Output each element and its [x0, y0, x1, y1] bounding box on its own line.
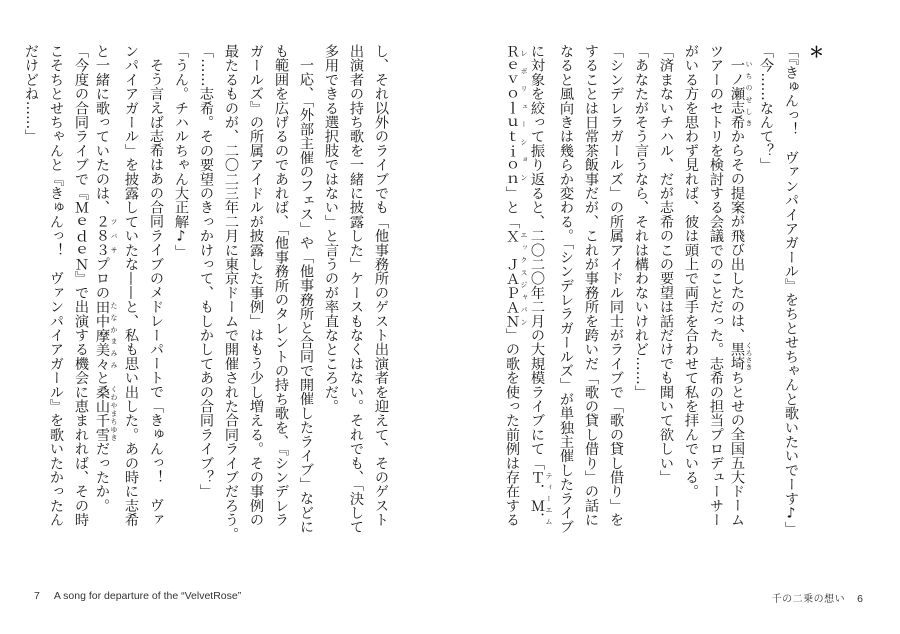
text-segment: と — [94, 370, 110, 385]
text-line: なると風向きは幾らか変わる。「シンデレラガールズ」が単独主催したライブ — [558, 44, 574, 534]
text-line — [728, 44, 753, 544]
text-line: 「『きゅんっ！ ヴァンパイアガール』をちとせちゃんと歌いたいでーす♪」 — [783, 44, 799, 536]
text-line: 「……志希。その要望のきっかけって、もしかしてあの合同ライブ？」 — [198, 44, 214, 499]
ruby-word — [504, 44, 528, 186]
running-title: 千の二乗の想い — [771, 594, 846, 605]
text-line: ンパイアガール」を披露していたな——と、私も思い出した。あの時に志希 — [123, 44, 139, 527]
scene-break-asterisk: ＊ — [807, 44, 825, 59]
ruby-word — [529, 470, 553, 527]
ruby-base: 田中摩美々 — [94, 299, 110, 371]
ruby-word — [94, 214, 118, 258]
ruby-word — [94, 384, 118, 442]
text-line: ツアーのセトリを検討する会議でのことだった。志希の担当プロデューサー — [708, 44, 724, 527]
page-number: 6 — [857, 593, 863, 605]
ruby-base: Ｔ．Ｍ． — [529, 470, 545, 527]
right-page — [503, 44, 828, 544]
text-line: 一応、「外部主催のフェス」や「他事務所と合同で開催したライブ」などに — [298, 58, 314, 534]
ruby-text: くわやまちゆき — [110, 384, 118, 442]
ruby-base: ２８３ — [94, 214, 110, 258]
ruby-base: Ｒｅｖｏｌｕｔｉｏｎ — [504, 44, 520, 186]
ruby-text: レボリューション — [520, 44, 528, 186]
text-line: だけどね……」 — [23, 44, 39, 144]
ruby-base: 黒埼 — [729, 342, 745, 371]
text-segment: に対象を絞って振り返ると、二〇二〇年二月の大規模ライブにて「 — [529, 44, 545, 470]
ruby-base: 桑山千雪 — [94, 384, 110, 442]
text-line: 「済まないチハル、だが志希のこの要望は話だけでも聞いて欲しい」 — [658, 44, 674, 485]
text-line: こそちとせちゃんと『きゅんっ！ ヴァンパイアガール』を歌いたかったん — [48, 44, 64, 527]
text-line: 出演者の持ち歌を一緒に披露した」ケースもなくはない。それでも、「決して — [348, 44, 364, 534]
text-segment: 」と「 — [504, 186, 520, 229]
ruby-text: くろさき — [745, 342, 753, 371]
ruby-text: エックスジャパン — [520, 228, 528, 328]
ruby-text: ティーエム — [545, 470, 553, 527]
text-line: がいる方を思わず見れば、彼は頭上で両手を合わせて私を拝んでいる。 — [683, 44, 699, 499]
text-line: 「あなたがそう言うなら、それは構わないけれど……」 — [633, 44, 649, 399]
text-line — [93, 44, 118, 544]
ruby-word — [504, 228, 528, 329]
text-line: 「今……なんて？」 — [758, 44, 774, 172]
ruby-base: Ｘ ＪＡＰＡＮ — [504, 228, 520, 329]
text-line: し、それ以外のライブでも「他事務所のゲスト出演者を迎えて、そのゲスト — [373, 44, 389, 527]
ruby-text: たなかまみみ — [110, 299, 118, 371]
text-segment: 」の歌を使った前例は存在する — [504, 328, 520, 527]
ruby-word — [94, 299, 118, 371]
right-page-footer — [772, 590, 863, 605]
text-line: 「うん。チハルちゃん大正解♪」 — [173, 44, 189, 259]
text-line: 「今度の合同ライブで『ＭｅｄｅＮ』で出演する機会に恵まれれば、その時 — [73, 44, 89, 527]
text-line — [528, 44, 553, 544]
text-segment: だったか。 — [94, 441, 110, 513]
text-line: 最たるものが、二〇二三年二月に東京ドームで開催された合同ライブだろう。 — [223, 44, 239, 541]
ruby-word — [729, 58, 753, 130]
running-title: A song for departure of the “VelvetRose” — [53, 590, 242, 602]
text-line: も範囲を広げるのであれば、「他事務所のタレントの持ち歌を、『シンデレラ — [273, 44, 289, 527]
text-segment: ちとせの全国五大ドーム — [729, 370, 745, 527]
text-segment: と一緒に歌っていたのは、 — [94, 44, 110, 215]
text-line: そう言えば志希はあの合同ライブのメドレーパートで「きゅんっ！ ヴァ — [148, 58, 164, 527]
text-line: ガールズ』の所属アイドルが披露した事例」はもう少し増える。その事例の — [248, 44, 264, 527]
ruby-base: 一ノ瀬志希 — [729, 58, 745, 130]
page-number: 7 — [34, 590, 40, 602]
text-segment: プロの — [94, 257, 110, 300]
ruby-word — [729, 342, 753, 371]
left-page — [18, 44, 393, 544]
ruby-text: ツバサ — [110, 214, 118, 257]
text-line: することは日常茶飯事だが、これが事務所を跨いだ「歌の貸し借り」の話に — [583, 44, 599, 527]
text-line: 多用できる選択肢ではない」と言うのが率直なところだ。 — [323, 44, 339, 414]
left-page-footer — [34, 590, 241, 602]
text-segment: からその提案が飛び出したのは、 — [729, 129, 745, 343]
ruby-text: いちのせしき — [745, 58, 753, 130]
text-line: 「シンデレラガールズ」の所属アイドル同士がライブで「歌の貸し借り」を — [608, 44, 624, 527]
